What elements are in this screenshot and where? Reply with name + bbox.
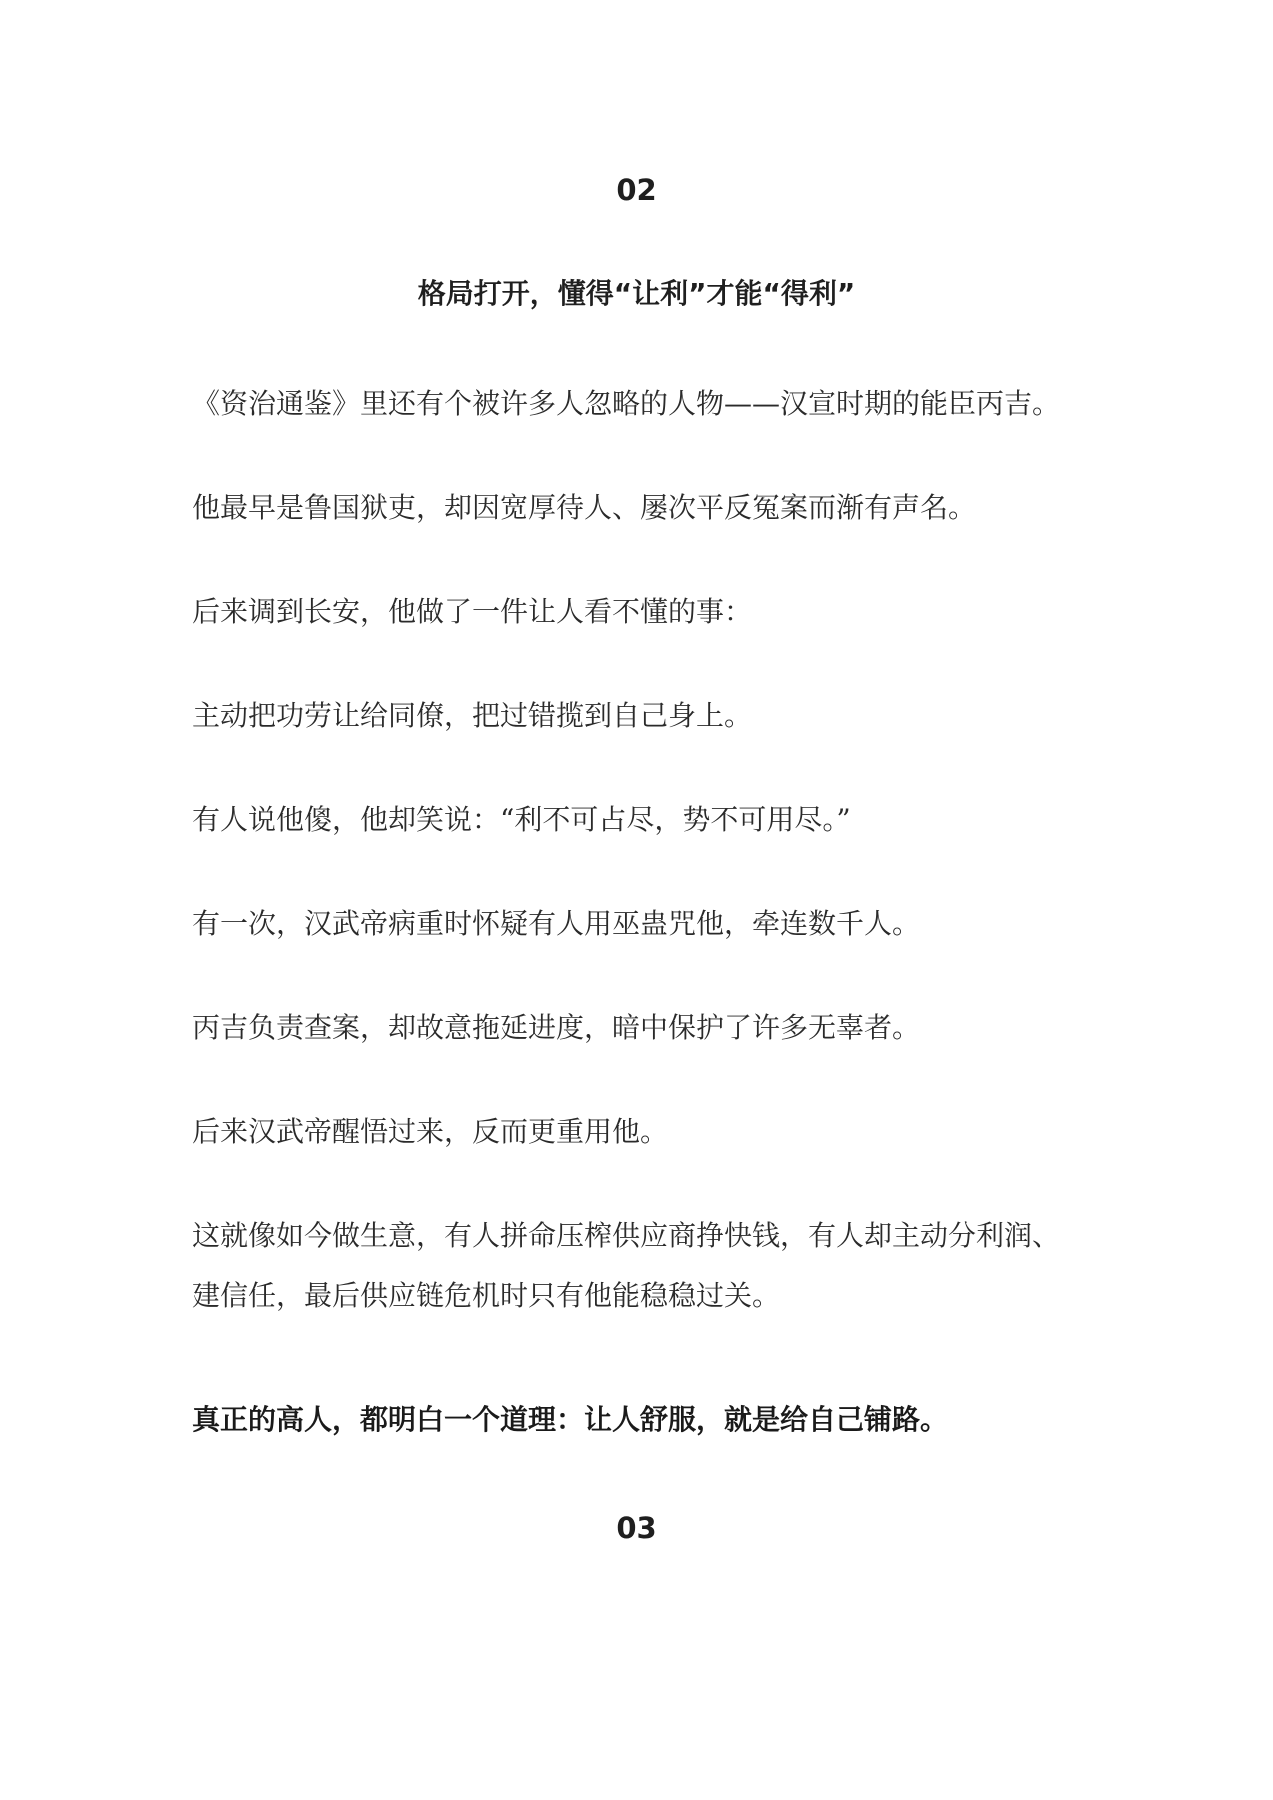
section-number: 03 <box>616 1511 657 1545</box>
paragraph: 有一次，汉武帝病重时怀疑有人用巫蛊咒他，牵连数千人。 <box>192 907 921 940</box>
paragraph: 后来汉武帝醒悟过来，反而更重用他。 <box>192 1115 669 1148</box>
paragraph: 丙吉负责查案，却故意拖延进度，暗中保护了许多无辜者。 <box>192 1011 921 1044</box>
paragraph: 后来调到长安，他做了一件让人看不懂的事： <box>192 595 753 628</box>
paragraph: 《资治通鉴》里还有个被许多人忽略的人物——汉宣时期的能臣丙吉。 <box>192 387 1061 420</box>
paragraph: 他最早是鲁国狱吏，却因宽厚待人、屡次平反冤案而渐有声名。 <box>192 491 977 524</box>
paragraph: 有人说他傻，他却笑说：“利不可占尽，势不可用尽。” <box>192 803 851 836</box>
conclusion: 真正的高人，都明白一个道理：让人舒服，就是给自己铺路。 <box>192 1403 949 1436</box>
section-title: 格局打开，懂得“让利”才能“得利” <box>417 277 856 310</box>
paragraph: 这就像如今做生意，有人拼命压榨供应商挣快钱，有人却主动分利润、建信任，最后供应链危机时只有他能稳稳过关。 <box>192 1219 1061 1312</box>
section-number: 02 <box>616 173 657 207</box>
paragraph: 主动把功劳让给同僚，把过错揽到自己身上。 <box>192 699 753 732</box>
